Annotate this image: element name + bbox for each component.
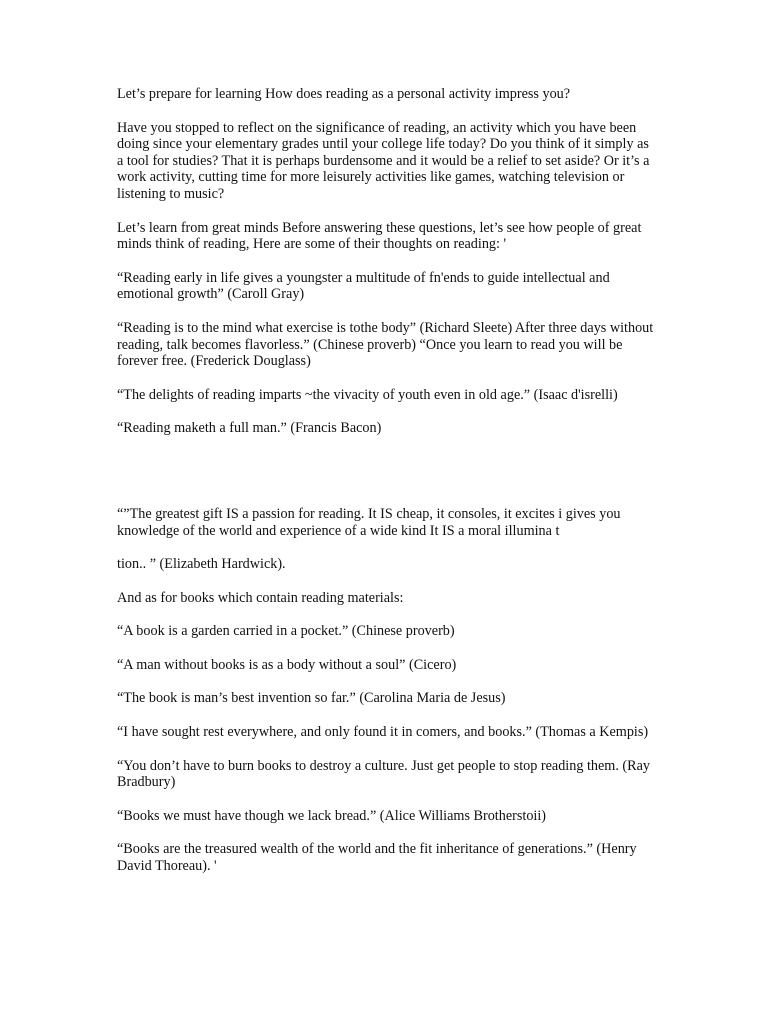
- quote-chinese-proverb-book: “A book is a garden carried in a pocket.” (Chinese proverb): [117, 623, 455, 640]
- quote-thomas-a-kempis: “I have sought rest everywhere, and only found it in comers, and books.” (Thomas a Kempis): [117, 724, 649, 741]
- intro-heading-paragraph: Let’s prepare for learning How does reading as a personal activity impress you?: [117, 86, 571, 102]
- great-minds-paragraph: Let’s learn from great minds Before answering these questions, let’s see how people of great minds think of reading, Here are some of their thoughts on reading: ': [117, 219, 642, 253]
- quote-ray-bradbury: “You don’t have to burn books to destroy a culture. Just get people to stop reading them. (Ray Bradbury): [117, 757, 650, 791]
- document-body: [117, 86, 657, 892]
- quote-francis-bacon: “Reading maketh a full man.” (Francis Bacon): [117, 420, 382, 437]
- quote-caroll-gray: “Reading early in life gives a youngster a multitude of fn'ends to guide intellectual and emotional growth” (Caroll Gray): [117, 269, 610, 303]
- blank-gap: [117, 454, 657, 506]
- quote-elizabeth-hardwick: “”The greatest gift IS a passion for reading. It IS cheap, it consoles, it excites i gives you knowledge of the world and experience of a wide kind It IS a moral illumina t: [117, 505, 621, 539]
- quote-cicero: “A man without books is as a body without a soul” (Cicero): [117, 656, 457, 673]
- quote-elizabeth-hardwick-continued: tion.. ” (Elizabeth Hardwick).: [117, 556, 286, 573]
- quote-carolina-maria-de-jesus: “The book is man’s best invention so far.” (Carolina Maria de Jesus): [117, 690, 506, 707]
- quote-alice-williams-brotherstoii: “Books we must have though we lack bread.” (Alice Williams Brotherstoii): [117, 807, 547, 824]
- quote-henry-david-thoreau: “Books are the treasured wealth of the world and the fit inheritance of generations.” (Henry David Thoreau). ': [117, 841, 637, 875]
- quote-richard-sleete: “Reading is to the mind what exercise is tothe body” (Richard Sleete) After three days without reading, talk becomes flavorless.” (Chinese proverb) “Once you learn to read you will be forever free. (Frederick Douglass): [117, 319, 654, 370]
- books-intro-paragraph: And as for books which contain reading materials:: [117, 589, 404, 606]
- reflection-paragraph: Have you stopped to reflect on the significance of reading, an activity which you have been doing since your elementary grades until your college life today? Do you think of it simply as a tool for studies? That it is perhaps burdensome and it would be a relief to set aside? Or it’s a work activity, cutting time for more leisurely activities like games, watching television or listening to music?: [117, 119, 650, 202]
- quote-isaac-disrelli: “The delights of reading imparts ~the vivacity of youth even in old age.” (Isaac d'isrelli): [117, 386, 618, 403]
